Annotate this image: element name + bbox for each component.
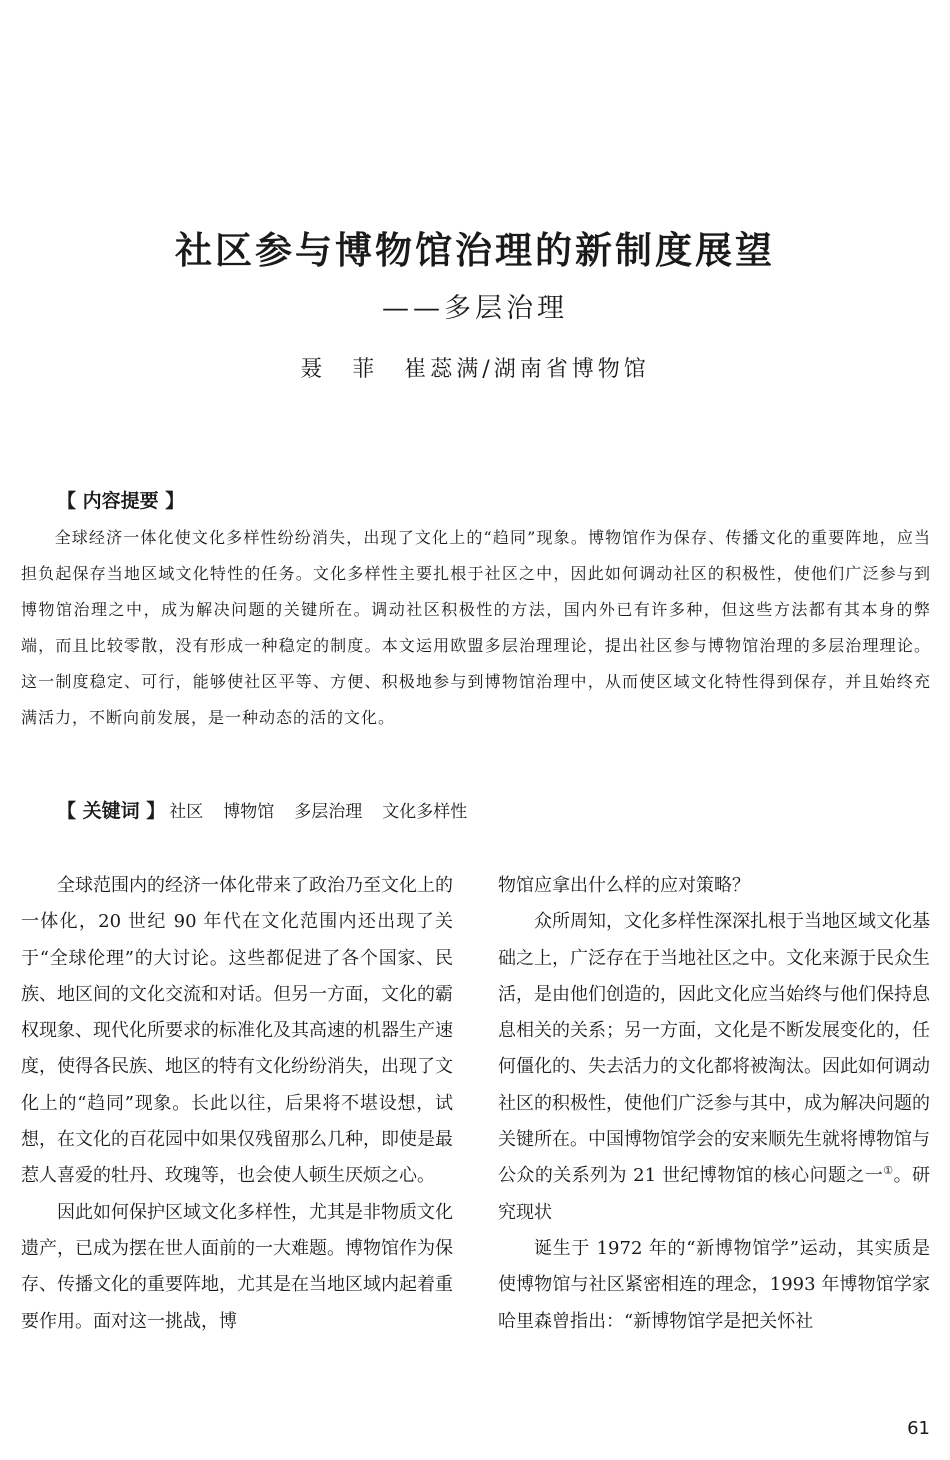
keywords [57, 796, 487, 823]
body-paragraph: 因此如何保护区域文化多样性，尤其是非物质文化遗产，已成为摆在世人面前的一大难题。博物馆作为保存、传播文化的重要阵地，尤其是在当地区域内起着重要作用。面对这一挑战，博 [21, 1201, 453, 1332]
body-paragraph [498, 904, 930, 1231]
body-left-column [21, 868, 453, 1340]
keywords-label: 【 关键词 】 [57, 800, 166, 822]
article-subtitle: ——多层治理 [382, 293, 568, 324]
keyword: 文化多样性 [382, 802, 468, 822]
article-title: 社区参与博物馆治理的新制度展望 [175, 229, 775, 272]
body-paragraph: 全球范围内的经济一体化带来了政治乃至文化上的一体化，20 世纪 90 年代在文化范围内还出现了关于“全球伦理”的大讨论。这些都促进了各个国家、民族、地区间的文化交流和对话。但另一方面，文化的霸权现象、现代化所要求的标准化及其高速的机器生产速度，使得各民族、地区的特有文化纷纷消失，出现了文化上的“趋同”现象。长此以往，后果将不堪设想，试想，在文化的百花园中如果仅残留那么几种，即使是最惹人喜爱的牡丹、玫瑰等，也会使人顿生厌烦之心。 [21, 875, 453, 1187]
body-paragraph-continuation: 物馆应拿出什么样的应对策略？ [498, 875, 750, 896]
footnote-marker[interactable]: ① [883, 1164, 894, 1178]
body-paragraph: 诞生于 1972 年的“新博物馆学”运动，其实质是使博物馆与社区紧密相连的理念，1993 年博物馆学家哈里森曾指出：“新博物馆学是把关怀社 [498, 1237, 930, 1332]
abstract-label: 【 内容提要 】 [57, 490, 185, 512]
author-line: 聂 菲 崔蕊满/湖南省博物馆 [300, 357, 650, 382]
keyword: 博物馆 [223, 802, 275, 822]
abstract-text: 全球经济一体化使文化多样性纷纷消失，出现了文化上的“趋同”现象。博物馆作为保存、传播文化的重要阵地，应当担负起保存当地区域文化特性的任务。文化多样性主要扎根于社区之中，因此如何调动社区的积极性，使他们广泛参与到博物馆治理之中，成为解决问题的关键所在。调动社区积极性的方法，国内外已有许多种，但这些方法都有其本身的弊端，而且比较零散，没有形成一种稳定的制度。本文运用欧盟多层治理理论，提出社区参与博物馆治理的多层治理理论。这一制度稳定、可行，能够使社区平等、方便、积极地参与到博物馆治理中，从而使区域文化特性得到保存，并且始终充满活力，不断向前发展，是一种动态的活的文化。 [21, 528, 931, 727]
paragraph-text: 。研究现状 [498, 1165, 930, 1223]
keyword: 多层治理 [294, 802, 363, 822]
keyword: 社区 [169, 802, 204, 822]
body-right-column [498, 868, 930, 1340]
page-number: 61 [907, 1418, 930, 1439]
paragraph-text: 众所周知，文化多样性深深扎根于当地区域文化基础之上，广泛存在于当地社区之中。文化来源于民众生活，是由他们创造的，因此文化应当始终与他们保持息息相关的关系；另一方面，文化是不断发展变化的，任何僵化的、失去活力的文化都将被淘汰。因此如何调动社区的积极性，使他们广泛参与其中，成为解决问题的关键所在。中国博物馆学会的安来顺先生就将博物馆与公众的关系列为 21 世纪博物馆的核心问题之一 [498, 911, 930, 1187]
